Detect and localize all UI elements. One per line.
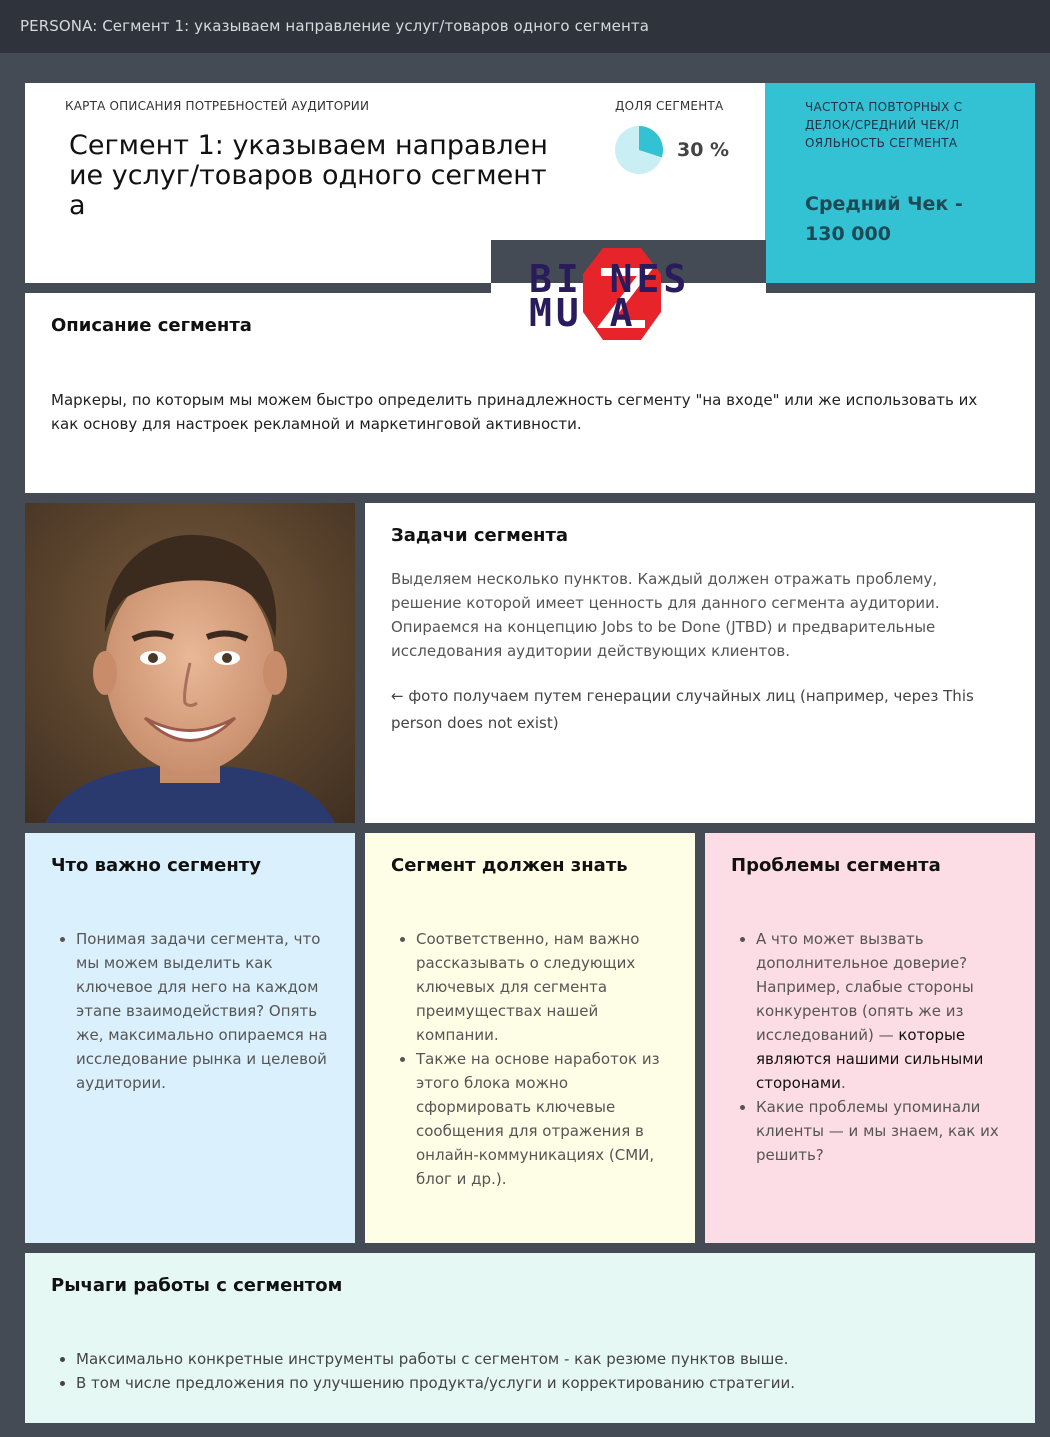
know-card — [365, 833, 695, 1243]
list-item: • Какие проблемы упоминали клиенты — и мы знаем, как их решить? — [756, 1095, 1011, 1167]
important-list — [51, 927, 331, 1095]
metric-value: Средний Чек - 130 000 — [805, 193, 963, 245]
biznes-muza-logo — [491, 240, 766, 350]
map-kicker: КАРТА ОПИСАНИЯ ПОТРЕБНОСТЕЙ АУДИТОРИИ — [65, 99, 370, 113]
levers-card — [25, 1253, 1035, 1423]
description-title: Описание сегмента — [51, 315, 252, 336]
window-title: PERSONA: Сегмент 1: указываем направление услуг/товаров одного сегмента — [0, 0, 1050, 53]
list-item: • Соответственно, нам важно рассказывать о следующих ключевых для сегмента преимуществах нашей компании. — [416, 927, 671, 1047]
levers-list — [51, 1347, 1001, 1395]
tasks-photo-note: ← фото получаем путем генерации случайных лиц (например, через This person does not exist) — [391, 687, 974, 732]
share-value: 30 % — [677, 139, 730, 161]
list-item: • В том числе предложения по улучшению продукта/услуги и корректированию стратегии. — [76, 1371, 1001, 1395]
persona-photo — [25, 503, 355, 823]
tasks-card — [365, 503, 1035, 823]
segment-title: Сегмент 1: указываем направление услуг/товаров одного сегмента — [69, 130, 548, 221]
know-list — [391, 927, 671, 1191]
important-card — [25, 833, 355, 1243]
persona-face-illustration — [25, 503, 355, 823]
list-item: • Максимально конкретные инструменты работы с сегментом - как резюме пунктов выше. — [76, 1347, 1001, 1371]
logo-text-top: BI NES — [529, 257, 691, 301]
list-item: • Также на основе наработок из этого блока можно сформировать ключевые сообщения для отражения в онлайн-коммуникациях (СМИ, блог и др.). — [416, 1047, 671, 1191]
know-title: Сегмент должен знать — [391, 855, 628, 876]
problems-title: Проблемы сегмента — [731, 855, 941, 876]
description-text: Маркеры, по которым мы можем быстро определить принадлежность сегменту "на входе" или же использовать их как основу для настроек рекламной и маркетинговой активности. — [51, 391, 978, 433]
logo-graphic — [491, 240, 766, 350]
share-pie-chart — [614, 125, 664, 175]
problem-text-end: . — [840, 1074, 846, 1092]
problems-card — [705, 833, 1035, 1243]
important-title: Что важно сегменту — [51, 855, 261, 876]
problem-text: А что может вызвать дополнительное доверие? Например, слабые стороны конкурентов (опять же из исследований) — — [756, 930, 974, 1044]
list-item: • Понимая задачи сегмента, что мы можем выделить как ключевое для него на каждом этапе взаимодействия? Опять же, максимально опираемся на исследование рынка и целевой аудитории. — [76, 927, 331, 1095]
tasks-text: Выделяем несколько пунктов. Каждый должен отражать проблему, решение которой имеет ценность для данного сегмента аудитории. Опираемся на концепцию Jobs to be Done (JTBD) и предварительные исследования аудитории действующих клиентов. — [391, 570, 940, 660]
logo-text-bottom: MU A — [529, 291, 637, 335]
metric-card — [765, 83, 1035, 283]
levers-title: Рычаги работы с сегментом — [51, 1275, 343, 1296]
metric-label: ЧАСТОТА ПОВТОРНЫХ СДЕЛОК/СРЕДНИЙ ЧЕК/ЛОЯЛЬНОСТЬ СЕГМЕНТА — [805, 100, 963, 150]
problems-list — [731, 927, 1011, 1167]
tasks-title: Задачи сегмента — [391, 525, 569, 546]
problem-highlight: которые являются нашими сильными сторонами — [756, 1026, 984, 1092]
share-label: ДОЛЯ СЕГМЕНТА — [615, 99, 724, 113]
list-item — [756, 927, 1011, 1095]
